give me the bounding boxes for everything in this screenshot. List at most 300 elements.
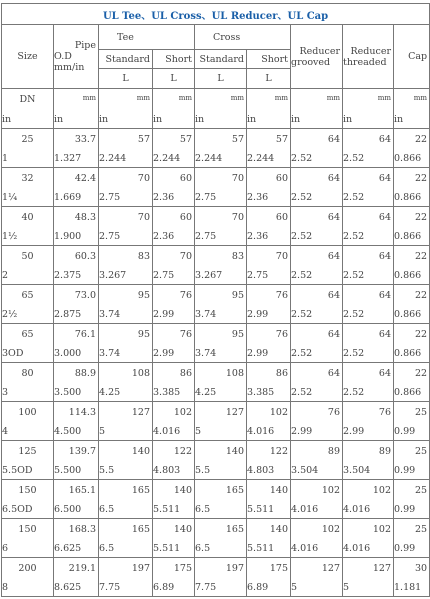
value-in: 2.36 bbox=[247, 231, 269, 242]
tee-short-cell bbox=[153, 168, 195, 207]
units-dn: DN bbox=[19, 94, 36, 105]
tee-header: Tee bbox=[99, 25, 195, 50]
units-cell bbox=[291, 89, 343, 129]
value-mm: 175 bbox=[269, 563, 288, 574]
cap-cell bbox=[394, 285, 430, 324]
value-in: 5 bbox=[195, 426, 202, 437]
tee-short-cell bbox=[153, 402, 195, 441]
cross-header: Cross bbox=[195, 25, 291, 50]
value-mm: 60 bbox=[275, 173, 288, 184]
value-mm: 86 bbox=[179, 368, 192, 379]
value-in: 2.52 bbox=[291, 270, 313, 281]
value-mm: 64 bbox=[378, 368, 391, 379]
tee-short-length: L bbox=[153, 69, 195, 89]
value-mm: 140 bbox=[269, 524, 288, 535]
value-mm: 108 bbox=[225, 368, 244, 379]
value-in: 5 bbox=[343, 582, 350, 593]
value-in: 4.016 bbox=[343, 504, 371, 515]
value-in: 6.5 bbox=[195, 543, 211, 554]
value-mm: 95 bbox=[137, 290, 150, 301]
reducer-grooved-cell bbox=[291, 402, 343, 441]
value-in: 2.36 bbox=[153, 231, 175, 242]
value-mm: 83 bbox=[137, 251, 150, 262]
value-in: 4.803 bbox=[247, 465, 275, 476]
value-mm: 70 bbox=[231, 212, 244, 223]
pipe-od-cell bbox=[54, 168, 99, 207]
cross-standard-cell bbox=[195, 558, 247, 597]
tee-short-cell bbox=[153, 129, 195, 168]
reducer-threaded-header-bottom: threaded bbox=[343, 56, 387, 68]
value-mm: 150 bbox=[18, 485, 37, 496]
value-in: 0.866 bbox=[394, 309, 422, 320]
value-in: 3.385 bbox=[247, 387, 275, 398]
value-mm: 108 bbox=[131, 368, 150, 379]
value-mm: 64 bbox=[327, 329, 340, 340]
value-mm: 127 bbox=[225, 407, 244, 418]
units-in: in bbox=[343, 114, 353, 125]
tee-short-cell bbox=[153, 558, 195, 597]
pipe-od-cell bbox=[54, 285, 99, 324]
value-in: 5 bbox=[291, 582, 298, 593]
value-in: 5.511 bbox=[153, 543, 181, 554]
value-in: 5.511 bbox=[247, 504, 275, 515]
tee-short-cell bbox=[153, 519, 195, 558]
cross-short-cell bbox=[247, 363, 291, 402]
value-mm: 95 bbox=[231, 290, 244, 301]
value-in: 2.75 bbox=[195, 231, 217, 242]
pipe-od-cell bbox=[54, 324, 99, 363]
table-row bbox=[2, 324, 430, 363]
value-in: 3OD bbox=[2, 348, 24, 359]
value-in: 2.75 bbox=[99, 231, 121, 242]
value-mm: 197 bbox=[225, 563, 244, 574]
value-mm: 30 bbox=[414, 563, 428, 574]
value-in: 6.500 bbox=[54, 504, 82, 515]
value-in: 4.25 bbox=[195, 387, 217, 398]
cap-cell bbox=[394, 441, 430, 480]
reducer-threaded-cell bbox=[343, 363, 394, 402]
value-in: 2.99 bbox=[153, 309, 175, 320]
value-in: 0.866 bbox=[394, 348, 422, 359]
tee-short-cell bbox=[153, 363, 195, 402]
cross-standard-cell bbox=[195, 519, 247, 558]
value-mm: 65 bbox=[21, 290, 34, 301]
reducer-grooved-cell bbox=[291, 207, 343, 246]
value-mm: 122 bbox=[173, 446, 192, 457]
units-mm: mm bbox=[178, 94, 192, 102]
cap-cell bbox=[394, 402, 430, 441]
value-mm: 165 bbox=[225, 485, 244, 496]
value-mm: 73.0 bbox=[74, 290, 96, 301]
reducer-grooved-cell bbox=[291, 168, 343, 207]
value-mm: 25 bbox=[414, 485, 428, 496]
reducer-grooved-header-bottom: grooved bbox=[291, 56, 331, 68]
value-mm: 25 bbox=[21, 134, 34, 145]
reducer-grooved-cell bbox=[291, 324, 343, 363]
value-mm: 70 bbox=[275, 251, 288, 262]
value-mm: 219.1 bbox=[68, 563, 96, 574]
value-in: 4.803 bbox=[153, 465, 181, 476]
reducer-grooved-cell bbox=[291, 129, 343, 168]
tee-standard-cell bbox=[99, 519, 153, 558]
reducer-threaded-cell bbox=[343, 480, 394, 519]
value-mm: 64 bbox=[378, 290, 391, 301]
value-in: 3.385 bbox=[153, 387, 181, 398]
value-mm: 25 bbox=[414, 407, 428, 418]
value-mm: 86 bbox=[275, 368, 288, 379]
size-cell bbox=[2, 402, 54, 441]
value-in: 2.52 bbox=[343, 387, 365, 398]
value-mm: 70 bbox=[137, 173, 150, 184]
value-mm: 102 bbox=[321, 524, 340, 535]
pipe-od-cell bbox=[54, 480, 99, 519]
value-in: 1.669 bbox=[54, 192, 82, 203]
value-mm: 165 bbox=[131, 524, 150, 535]
cross-short-length: L bbox=[247, 69, 291, 89]
cross-short-cell bbox=[247, 207, 291, 246]
value-in: 2.52 bbox=[343, 192, 365, 203]
tee-short-cell bbox=[153, 441, 195, 480]
value-in: 2.52 bbox=[291, 192, 313, 203]
value-mm: 76 bbox=[378, 407, 391, 418]
pipe-od-cell bbox=[54, 519, 99, 558]
value-mm: 100 bbox=[18, 407, 37, 418]
size-header: Size bbox=[2, 25, 54, 89]
cap-cell bbox=[394, 246, 430, 285]
value-mm: 76 bbox=[327, 407, 340, 418]
tee-standard-length: L bbox=[99, 69, 153, 89]
value-in: 6.5 bbox=[99, 543, 115, 554]
cross-standard-cell bbox=[195, 441, 247, 480]
value-mm: 80 bbox=[21, 368, 34, 379]
cross-short-cell bbox=[247, 168, 291, 207]
value-in: 2.244 bbox=[153, 153, 181, 164]
value-mm: 64 bbox=[378, 329, 391, 340]
pipe-od-cell bbox=[54, 207, 99, 246]
table-row bbox=[2, 519, 430, 558]
value-in: 2.52 bbox=[291, 348, 313, 359]
value-in: 0.99 bbox=[394, 543, 416, 554]
reducer-grooved-cell bbox=[291, 363, 343, 402]
tee-standard-cell bbox=[99, 402, 153, 441]
cross-short-cell bbox=[247, 246, 291, 285]
tee-short-header: Short bbox=[153, 50, 195, 69]
value-in: 2.99 bbox=[291, 426, 313, 437]
value-mm: 140 bbox=[225, 446, 244, 457]
size-cell bbox=[2, 441, 54, 480]
units-in: in bbox=[195, 114, 205, 125]
value-in: 2.52 bbox=[343, 153, 365, 164]
value-in: 5.5 bbox=[99, 465, 115, 476]
value-mm: 102 bbox=[321, 485, 340, 496]
value-mm: 64 bbox=[327, 251, 340, 262]
value-in: 1¼ bbox=[2, 192, 18, 203]
value-mm: 114.3 bbox=[68, 407, 96, 418]
cross-standard-cell bbox=[195, 129, 247, 168]
pipe-od-cell bbox=[54, 402, 99, 441]
cross-standard-cell bbox=[195, 285, 247, 324]
cross-short-cell bbox=[247, 441, 291, 480]
value-in: 4.500 bbox=[54, 426, 82, 437]
cross-short-cell bbox=[247, 285, 291, 324]
value-in: 7.75 bbox=[195, 582, 217, 593]
value-mm: 200 bbox=[18, 563, 37, 574]
table-row bbox=[2, 480, 430, 519]
tee-short-cell bbox=[153, 246, 195, 285]
cross-standard-length: L bbox=[195, 69, 247, 89]
cap-cell bbox=[394, 168, 430, 207]
tee-standard-cell bbox=[99, 129, 153, 168]
reducer-threaded-header bbox=[343, 25, 394, 89]
reducer-threaded-cell bbox=[343, 207, 394, 246]
units-mm: mm bbox=[274, 94, 288, 102]
units-cell bbox=[343, 89, 394, 129]
value-mm: 64 bbox=[327, 212, 340, 223]
size-cell bbox=[2, 363, 54, 402]
value-mm: 50 bbox=[21, 251, 34, 262]
value-mm: 25 bbox=[414, 446, 428, 457]
value-mm: 76 bbox=[179, 290, 192, 301]
cap-cell bbox=[394, 480, 430, 519]
pipe-od-header-unit: O.D mm/in bbox=[54, 51, 85, 73]
cap-cell bbox=[394, 207, 430, 246]
value-in: 3.74 bbox=[195, 309, 217, 320]
size-cell bbox=[2, 519, 54, 558]
value-mm: 22 bbox=[414, 212, 428, 223]
value-in: 5.5 bbox=[195, 465, 211, 476]
value-mm: 127 bbox=[131, 407, 150, 418]
value-in: 0.866 bbox=[394, 270, 422, 281]
value-in: 2.52 bbox=[291, 309, 313, 320]
reducer-threaded-header-top: Reducer bbox=[350, 45, 391, 57]
cap-cell bbox=[394, 324, 430, 363]
value-mm: 64 bbox=[378, 212, 391, 223]
value-mm: 197 bbox=[131, 563, 150, 574]
cross-short-cell bbox=[247, 324, 291, 363]
pipe-od-cell bbox=[54, 246, 99, 285]
units-cell bbox=[195, 89, 247, 129]
value-in: 2.36 bbox=[247, 192, 269, 203]
units-mm: mm bbox=[413, 94, 428, 102]
size-cell bbox=[2, 207, 54, 246]
size-cell bbox=[2, 558, 54, 597]
value-in: 5.511 bbox=[247, 543, 275, 554]
cross-standard-cell bbox=[195, 402, 247, 441]
value-mm: 102 bbox=[372, 524, 391, 535]
reducer-threaded-cell bbox=[343, 519, 394, 558]
value-in: 6.625 bbox=[54, 543, 82, 554]
tee-standard-cell bbox=[99, 168, 153, 207]
value-in: 1 bbox=[2, 153, 9, 164]
reducer-grooved-cell bbox=[291, 285, 343, 324]
value-mm: 60 bbox=[179, 173, 192, 184]
value-mm: 57 bbox=[179, 134, 192, 145]
value-mm: 70 bbox=[179, 251, 192, 262]
value-in: 2.36 bbox=[153, 192, 175, 203]
units-size-cell bbox=[2, 89, 54, 129]
value-mm: 57 bbox=[275, 134, 288, 145]
reducer-threaded-cell bbox=[343, 168, 394, 207]
value-in: 6.89 bbox=[247, 582, 269, 593]
value-in: 7.75 bbox=[99, 582, 121, 593]
units-in: in bbox=[291, 114, 301, 125]
value-in: 2.75 bbox=[153, 270, 175, 281]
cross-standard-cell bbox=[195, 324, 247, 363]
size-cell bbox=[2, 285, 54, 324]
units-in: in bbox=[153, 114, 163, 125]
tee-standard-header: Standard bbox=[99, 50, 153, 69]
value-in: 2½ bbox=[2, 309, 18, 320]
value-in: 3.74 bbox=[99, 309, 121, 320]
cross-standard-cell bbox=[195, 207, 247, 246]
tee-standard-cell bbox=[99, 285, 153, 324]
cross-short-cell bbox=[247, 480, 291, 519]
value-in: 2.244 bbox=[99, 153, 127, 164]
value-mm: 64 bbox=[378, 251, 391, 262]
value-in: 2.75 bbox=[99, 192, 121, 203]
value-in: 3 bbox=[2, 387, 9, 398]
cap-cell bbox=[394, 363, 430, 402]
value-in: 2.244 bbox=[247, 153, 275, 164]
reducer-threaded-cell bbox=[343, 441, 394, 480]
value-in: 4.25 bbox=[99, 387, 121, 398]
units-row bbox=[2, 89, 430, 129]
value-in: 6.89 bbox=[153, 582, 175, 593]
value-mm: 64 bbox=[327, 134, 340, 145]
value-in: 5.5OD bbox=[2, 465, 33, 476]
tee-standard-cell bbox=[99, 558, 153, 597]
value-mm: 22 bbox=[414, 134, 428, 145]
fittings-spec-table bbox=[1, 3, 430, 597]
table-row bbox=[2, 129, 430, 168]
value-in: 5 bbox=[99, 426, 106, 437]
units-in: in bbox=[394, 114, 404, 125]
reducer-threaded-cell bbox=[343, 285, 394, 324]
value-in: 2.75 bbox=[195, 192, 217, 203]
cross-short-cell bbox=[247, 558, 291, 597]
size-cell bbox=[2, 480, 54, 519]
value-mm: 95 bbox=[231, 329, 244, 340]
value-in: 0.99 bbox=[394, 465, 416, 476]
units-cell bbox=[54, 89, 99, 129]
pipe-od-cell bbox=[54, 129, 99, 168]
reducer-threaded-cell bbox=[343, 129, 394, 168]
value-mm: 140 bbox=[173, 485, 192, 496]
value-mm: 127 bbox=[372, 563, 391, 574]
value-mm: 25 bbox=[414, 524, 428, 535]
table-title: UL Tee、UL Cross、UL Reducer、UL Cap bbox=[2, 4, 430, 25]
value-in: 1.900 bbox=[54, 231, 82, 242]
table-row bbox=[2, 246, 430, 285]
value-in: 2.75 bbox=[247, 270, 269, 281]
cap-cell bbox=[394, 558, 430, 597]
value-in: 2.99 bbox=[247, 348, 269, 359]
cross-standard-cell bbox=[195, 363, 247, 402]
value-mm: 22 bbox=[414, 368, 428, 379]
value-in: 6.5 bbox=[195, 504, 211, 515]
value-mm: 64 bbox=[327, 173, 340, 184]
cap-cell bbox=[394, 129, 430, 168]
value-mm: 64 bbox=[378, 173, 391, 184]
units-mm: mm bbox=[377, 94, 391, 102]
value-mm: 122 bbox=[269, 446, 288, 457]
value-mm: 48.3 bbox=[74, 212, 96, 223]
reducer-threaded-cell bbox=[343, 324, 394, 363]
value-in: 2.875 bbox=[54, 309, 82, 320]
value-mm: 64 bbox=[327, 368, 340, 379]
value-mm: 95 bbox=[137, 329, 150, 340]
units-mm: mm bbox=[230, 94, 244, 102]
value-in: 4.016 bbox=[247, 426, 275, 437]
value-mm: 60 bbox=[275, 212, 288, 223]
value-in: 2.52 bbox=[291, 231, 313, 242]
value-mm: 70 bbox=[231, 173, 244, 184]
table-row bbox=[2, 558, 430, 597]
cross-standard-cell bbox=[195, 480, 247, 519]
value-mm: 139.7 bbox=[68, 446, 96, 457]
value-mm: 165.1 bbox=[68, 485, 96, 496]
units-mm: mm bbox=[82, 94, 96, 102]
value-mm: 125 bbox=[18, 446, 37, 457]
value-in: 3.267 bbox=[99, 270, 127, 281]
units-cell bbox=[99, 89, 153, 129]
units-mm: mm bbox=[326, 94, 340, 102]
value-mm: 102 bbox=[173, 407, 192, 418]
value-mm: 150 bbox=[18, 524, 37, 535]
units-in: in bbox=[2, 114, 12, 125]
value-in: 8 bbox=[2, 582, 9, 593]
value-in: 1.327 bbox=[54, 153, 82, 164]
cross-short-cell bbox=[247, 402, 291, 441]
value-in: 2.99 bbox=[247, 309, 269, 320]
value-mm: 165 bbox=[131, 485, 150, 496]
value-in: 4.016 bbox=[343, 543, 371, 554]
value-in: 2 bbox=[2, 270, 9, 281]
reducer-threaded-cell bbox=[343, 246, 394, 285]
value-mm: 76 bbox=[275, 329, 288, 340]
value-in: 2.52 bbox=[343, 231, 365, 242]
size-cell bbox=[2, 246, 54, 285]
value-in: 3.74 bbox=[195, 348, 217, 359]
value-mm: 89 bbox=[327, 446, 340, 457]
table-row bbox=[2, 363, 430, 402]
value-mm: 57 bbox=[231, 134, 244, 145]
cross-standard-cell bbox=[195, 168, 247, 207]
value-in: 4.016 bbox=[291, 543, 319, 554]
value-in: 2.244 bbox=[195, 153, 223, 164]
tee-standard-cell bbox=[99, 324, 153, 363]
table-row bbox=[2, 168, 430, 207]
tee-standard-cell bbox=[99, 363, 153, 402]
value-in: 8.625 bbox=[54, 582, 82, 593]
cross-standard-cell bbox=[195, 246, 247, 285]
value-in: 4 bbox=[2, 426, 9, 437]
table-row bbox=[2, 207, 430, 246]
value-in: 0.866 bbox=[394, 387, 422, 398]
value-in: 0.99 bbox=[394, 426, 416, 437]
pipe-od-cell bbox=[54, 363, 99, 402]
value-mm: 88.9 bbox=[74, 368, 96, 379]
value-mm: 70 bbox=[137, 212, 150, 223]
header-row-1 bbox=[2, 25, 430, 50]
cross-short-header: Short bbox=[247, 50, 291, 69]
value-mm: 64 bbox=[327, 290, 340, 301]
value-in: 3.000 bbox=[54, 348, 82, 359]
value-mm: 22 bbox=[414, 290, 428, 301]
value-in: 3.74 bbox=[99, 348, 121, 359]
value-mm: 89 bbox=[378, 446, 391, 457]
units-in: in bbox=[99, 114, 109, 125]
